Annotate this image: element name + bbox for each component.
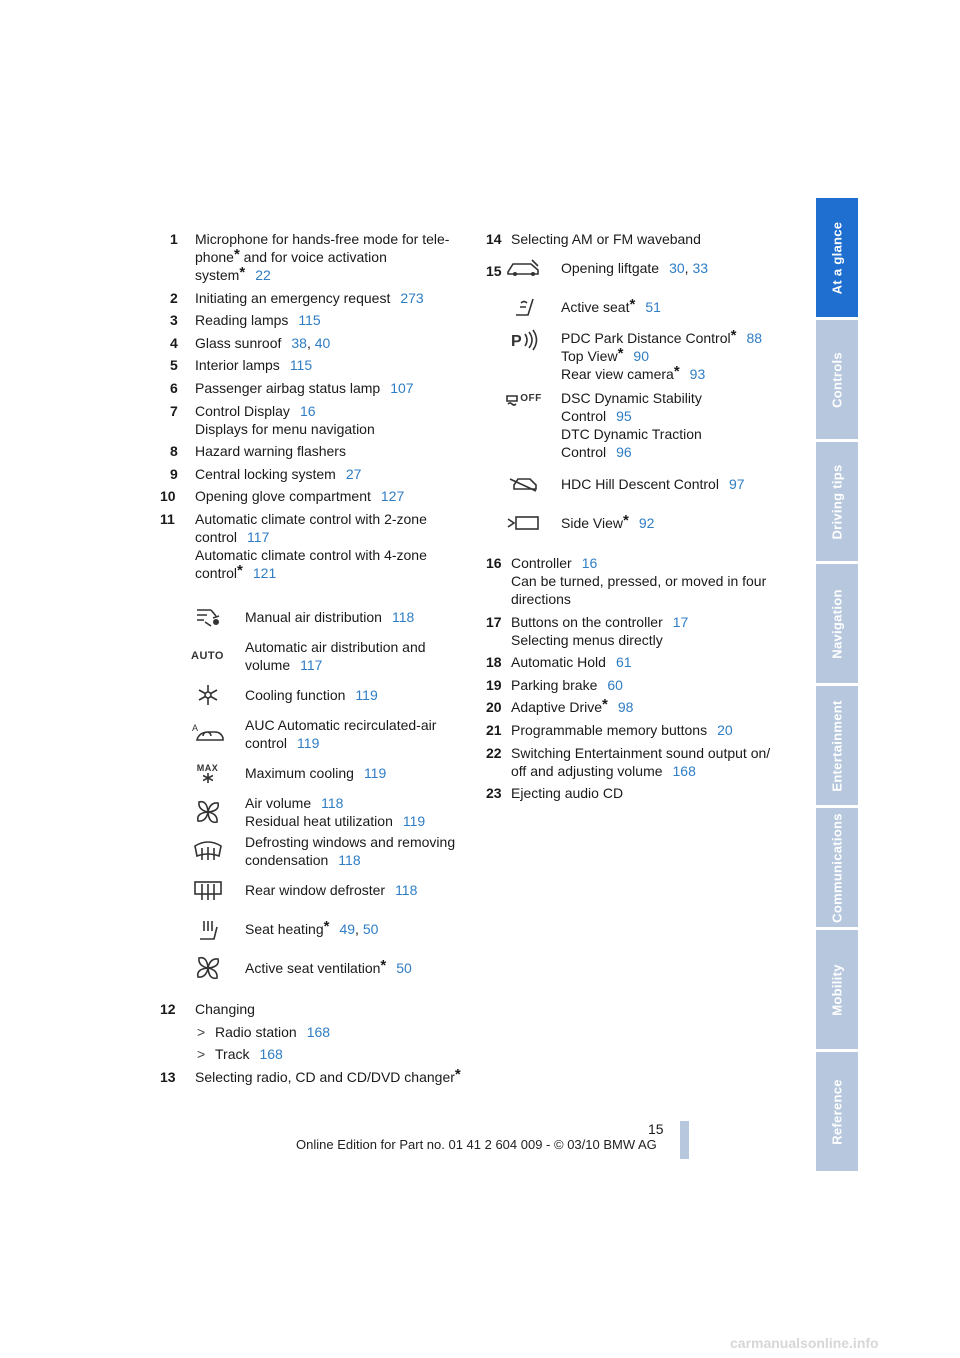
left-column (160, 230, 470, 1090)
manual-air-distribution-icon (170, 606, 245, 628)
page-ref-link[interactable]: 115 (289, 357, 313, 374)
symbol-row: OFF DSC Dynamic Stability Control 95 DTC Dynamic Traction Control 96 (486, 386, 786, 464)
symbol-row: AUTO Automatic air distribution and volume 117 (170, 637, 470, 676)
right-column: 14 Selecting AM or FM waveband 15 Opening liftgate 30, 33 Active seat* 51 P PDC Park Distance Control* 88 Top View* 90 Rear view camera* 93 OFF DSC Dynamic Stability Control 95 DTC Dynamic Traction Control 96 HDC Hill Descent Control 97 Side View* 92 16 Controller 16 Can be turned, pressed, or moved in four directions 17 Buttons on the controller 17 Selecting menus directly 18 Automatic Hold 61 19 Parking brake 60 20 Adaptive Drive* 98 21 Programmable memory buttons 20 22 Switching Entertainment sound output on/ off and adjusting volume 168 23 Ejecting audio CD (486, 230, 786, 807)
symbol-row: Rear window defroster 118 (170, 871, 470, 910)
page-ref-link[interactable]: 95 (616, 408, 632, 424)
page-ref-link[interactable]: 168 (259, 1046, 283, 1063)
footer-bar (680, 1121, 689, 1159)
list-item-4: 4 Glass sunroof 38, 40 (170, 334, 331, 351)
page-ref-link[interactable]: 51 (645, 298, 661, 315)
list-item-23: 23 Ejecting audio CD (486, 785, 624, 802)
list-item-13: 13 Selecting radio, CD and CD/DVD changer* (160, 1065, 461, 1085)
page-ref-link[interactable]: 168 (672, 762, 696, 779)
page-ref-link[interactable]: 118 (338, 852, 361, 869)
list-item-16: 16 Controller 16 Can be turned, pressed, or moved in four directions (486, 555, 767, 607)
max-cooling-icon: MAX (170, 763, 245, 783)
page-ref-link[interactable]: 93 (689, 366, 706, 382)
page-ref-link[interactable]: 20 (717, 721, 733, 738)
symbol-row: MAX Maximum cooling 119 (170, 754, 470, 793)
symbol-row: Active seat ventilation* 50 (170, 949, 470, 988)
list-item-12: 12 Changing (160, 1000, 255, 1017)
page-ref-link[interactable]: 50 (362, 921, 379, 938)
list-item-20: 20 Adaptive Drive* 98 (486, 696, 634, 716)
list-item-22: 22 Switching Entertainment sound output on/ off and adjusting volume 168 (486, 744, 771, 779)
page-ref-link[interactable]: 88 (746, 330, 763, 346)
page-ref-link[interactable]: 33 (692, 259, 709, 276)
tab-communications[interactable]: Communications (816, 808, 858, 927)
page-ref-link[interactable]: 115 (298, 312, 321, 329)
hdc-icon (486, 473, 561, 495)
page-ref-link[interactable]: 118 (391, 609, 415, 626)
tab-controls[interactable]: Controls (816, 320, 858, 439)
symbol-row: P PDC Park Distance Control* 88 Top View* 90 Rear view camera* 93 (486, 326, 786, 386)
symbol-row: Active seat* 51 (486, 287, 786, 326)
seat-ventilation-icon (170, 953, 245, 983)
page-ref-link[interactable]: 90 (633, 348, 649, 364)
page-ref-link[interactable]: 118 (321, 795, 344, 812)
symbol-row: HDC Hill Descent Control 97 (486, 464, 786, 503)
active-seat-icon (486, 295, 561, 319)
list-item-7: 7 Control Display 16 Displays for menu navigation (170, 402, 375, 437)
tab-at-a-glance[interactable]: At a glance (816, 198, 858, 317)
side-view-icon (486, 513, 561, 533)
list-item-5: 5 Interior lamps 115 (170, 357, 313, 374)
symbol-row: Side View* 92 (486, 503, 786, 542)
fan-icon (170, 797, 245, 827)
page-ref-link[interactable]: 38 (291, 334, 307, 351)
footer-text: Online Edition for Part no. 01 41 2 604 009 - © 03/10 BMW AG (296, 1137, 657, 1152)
page-ref-link[interactable]: 98 (617, 699, 634, 716)
symbol-row: Air volume 118 Residual heat utilization 119 (170, 793, 470, 832)
list-subitem: > Track 168 (197, 1046, 283, 1063)
list-item-21: 21 Programmable memory buttons 20 (486, 721, 733, 738)
page-number: 15 (648, 1121, 664, 1137)
list-item-19: 19 Parking brake 60 (486, 676, 623, 693)
page-ref-link[interactable]: 96 (616, 444, 632, 460)
page-ref-link[interactable]: 27 (345, 465, 362, 482)
pdc-icon (486, 326, 561, 352)
chevron-right-icon: > (197, 1023, 206, 1040)
list-item-11: 11 Automatic climate control with 2-zone control 117 Automatic climate control with 4-zone control* 121 (160, 510, 427, 581)
page-ref-link[interactable]: 117 (247, 528, 270, 545)
symbol-row: Manual air distribution 118 (170, 598, 470, 637)
list-item-8: 8 Hazard warning flashers (170, 443, 346, 460)
page-ref-link[interactable]: 107 (390, 379, 414, 396)
symbol-row: Defrosting windows and removing condensation 118 (170, 832, 470, 871)
option-star: * (233, 246, 240, 263)
symbol-row: Seat heating* 49, 50 (170, 910, 470, 949)
list-subitem: > Radio station 168 (197, 1023, 331, 1040)
tab-navigation[interactable]: Navigation (816, 564, 858, 683)
tab-driving-tips[interactable]: Driving tips (816, 442, 858, 561)
page-ref-link[interactable]: 50 (396, 960, 412, 977)
page-ref-link[interactable]: 273 (400, 289, 424, 306)
chevron-right-icon: > (197, 1046, 206, 1063)
page-ref-link[interactable]: 119 (402, 813, 426, 830)
page-ref-link[interactable]: 119 (355, 687, 378, 704)
tab-mobility[interactable]: Mobility (816, 930, 858, 1049)
page-ref-link[interactable]: 168 (306, 1023, 331, 1040)
svg-text:A: A (191, 723, 198, 734)
page-ref-link[interactable]: 127 (380, 488, 405, 505)
page-ref-link[interactable]: 61 (615, 654, 632, 671)
page-ref-link[interactable]: 22 (255, 267, 271, 283)
list-item-14: 14 Selecting AM or FM waveband (486, 231, 701, 247)
page-ref-link[interactable]: 119 (363, 765, 387, 782)
list-item-3: 3 Reading lamps 115 (170, 312, 321, 329)
page-ref-link[interactable]: 60 (607, 676, 623, 693)
recirculation-icon (170, 722, 245, 746)
tab-reference[interactable]: Reference (816, 1052, 858, 1171)
page-ref-link[interactable]: 119 (297, 735, 320, 752)
page-ref-link[interactable]: 92 (638, 514, 655, 531)
snowflake-icon (170, 683, 245, 707)
list-item-1: 1 Microphone for hands-free mode for tele- phone* and for voice activation system* 22 (170, 231, 450, 283)
page-ref-link[interactable]: 17 (672, 613, 689, 630)
watermark: carmanualsonline.info (730, 1335, 879, 1351)
auto-icon: AUTO (191, 650, 224, 663)
symbol-row: A AUC Automatic recirculated-air control 119 (170, 715, 470, 754)
windshield-defrost-icon (170, 838, 245, 864)
list-item-6: 6 Passenger airbag status lamp 107 (170, 379, 414, 396)
page-ref-link[interactable]: 16 (299, 402, 316, 419)
list-item-9: 9 Central locking system 27 (170, 465, 362, 482)
symbol-row: Cooling function 119 (170, 676, 470, 715)
chapter-tabs (816, 198, 858, 1174)
seat-heating-icon (170, 917, 245, 941)
page-ref-link[interactable]: 121 (252, 564, 277, 581)
page-ref-link[interactable]: 97 (728, 475, 745, 492)
liftgate-icon (486, 258, 561, 278)
list-item-17: 17 Buttons on the controller 17 Selecting menus directly (486, 613, 689, 648)
page-ref-link[interactable]: 49 (339, 921, 356, 938)
dsc-off-icon: OFF (486, 386, 561, 408)
symbol-row: Opening liftgate 30, 33 (486, 248, 786, 287)
list-item-10: 10 Opening glove compartment 127 (160, 488, 405, 505)
page-ref-link[interactable]: 118 (395, 882, 418, 899)
svg-text:P: P (510, 333, 522, 350)
climate-symbol-table (170, 598, 470, 988)
page-ref-link[interactable]: 16 (581, 555, 598, 571)
list-item-2: 2 Initiating an emergency request 273 (170, 289, 424, 306)
tab-entertainment[interactable]: Entertainment (816, 686, 858, 805)
page-ref-link[interactable]: 117 (300, 657, 323, 674)
feature-symbol-table (486, 248, 786, 542)
rear-window-defrost-icon (170, 877, 245, 903)
page-ref-link[interactable]: 30 (669, 259, 685, 276)
page-ref-link[interactable]: 40 (314, 334, 331, 351)
list-item-18: 18 Automatic Hold 61 (486, 654, 632, 671)
